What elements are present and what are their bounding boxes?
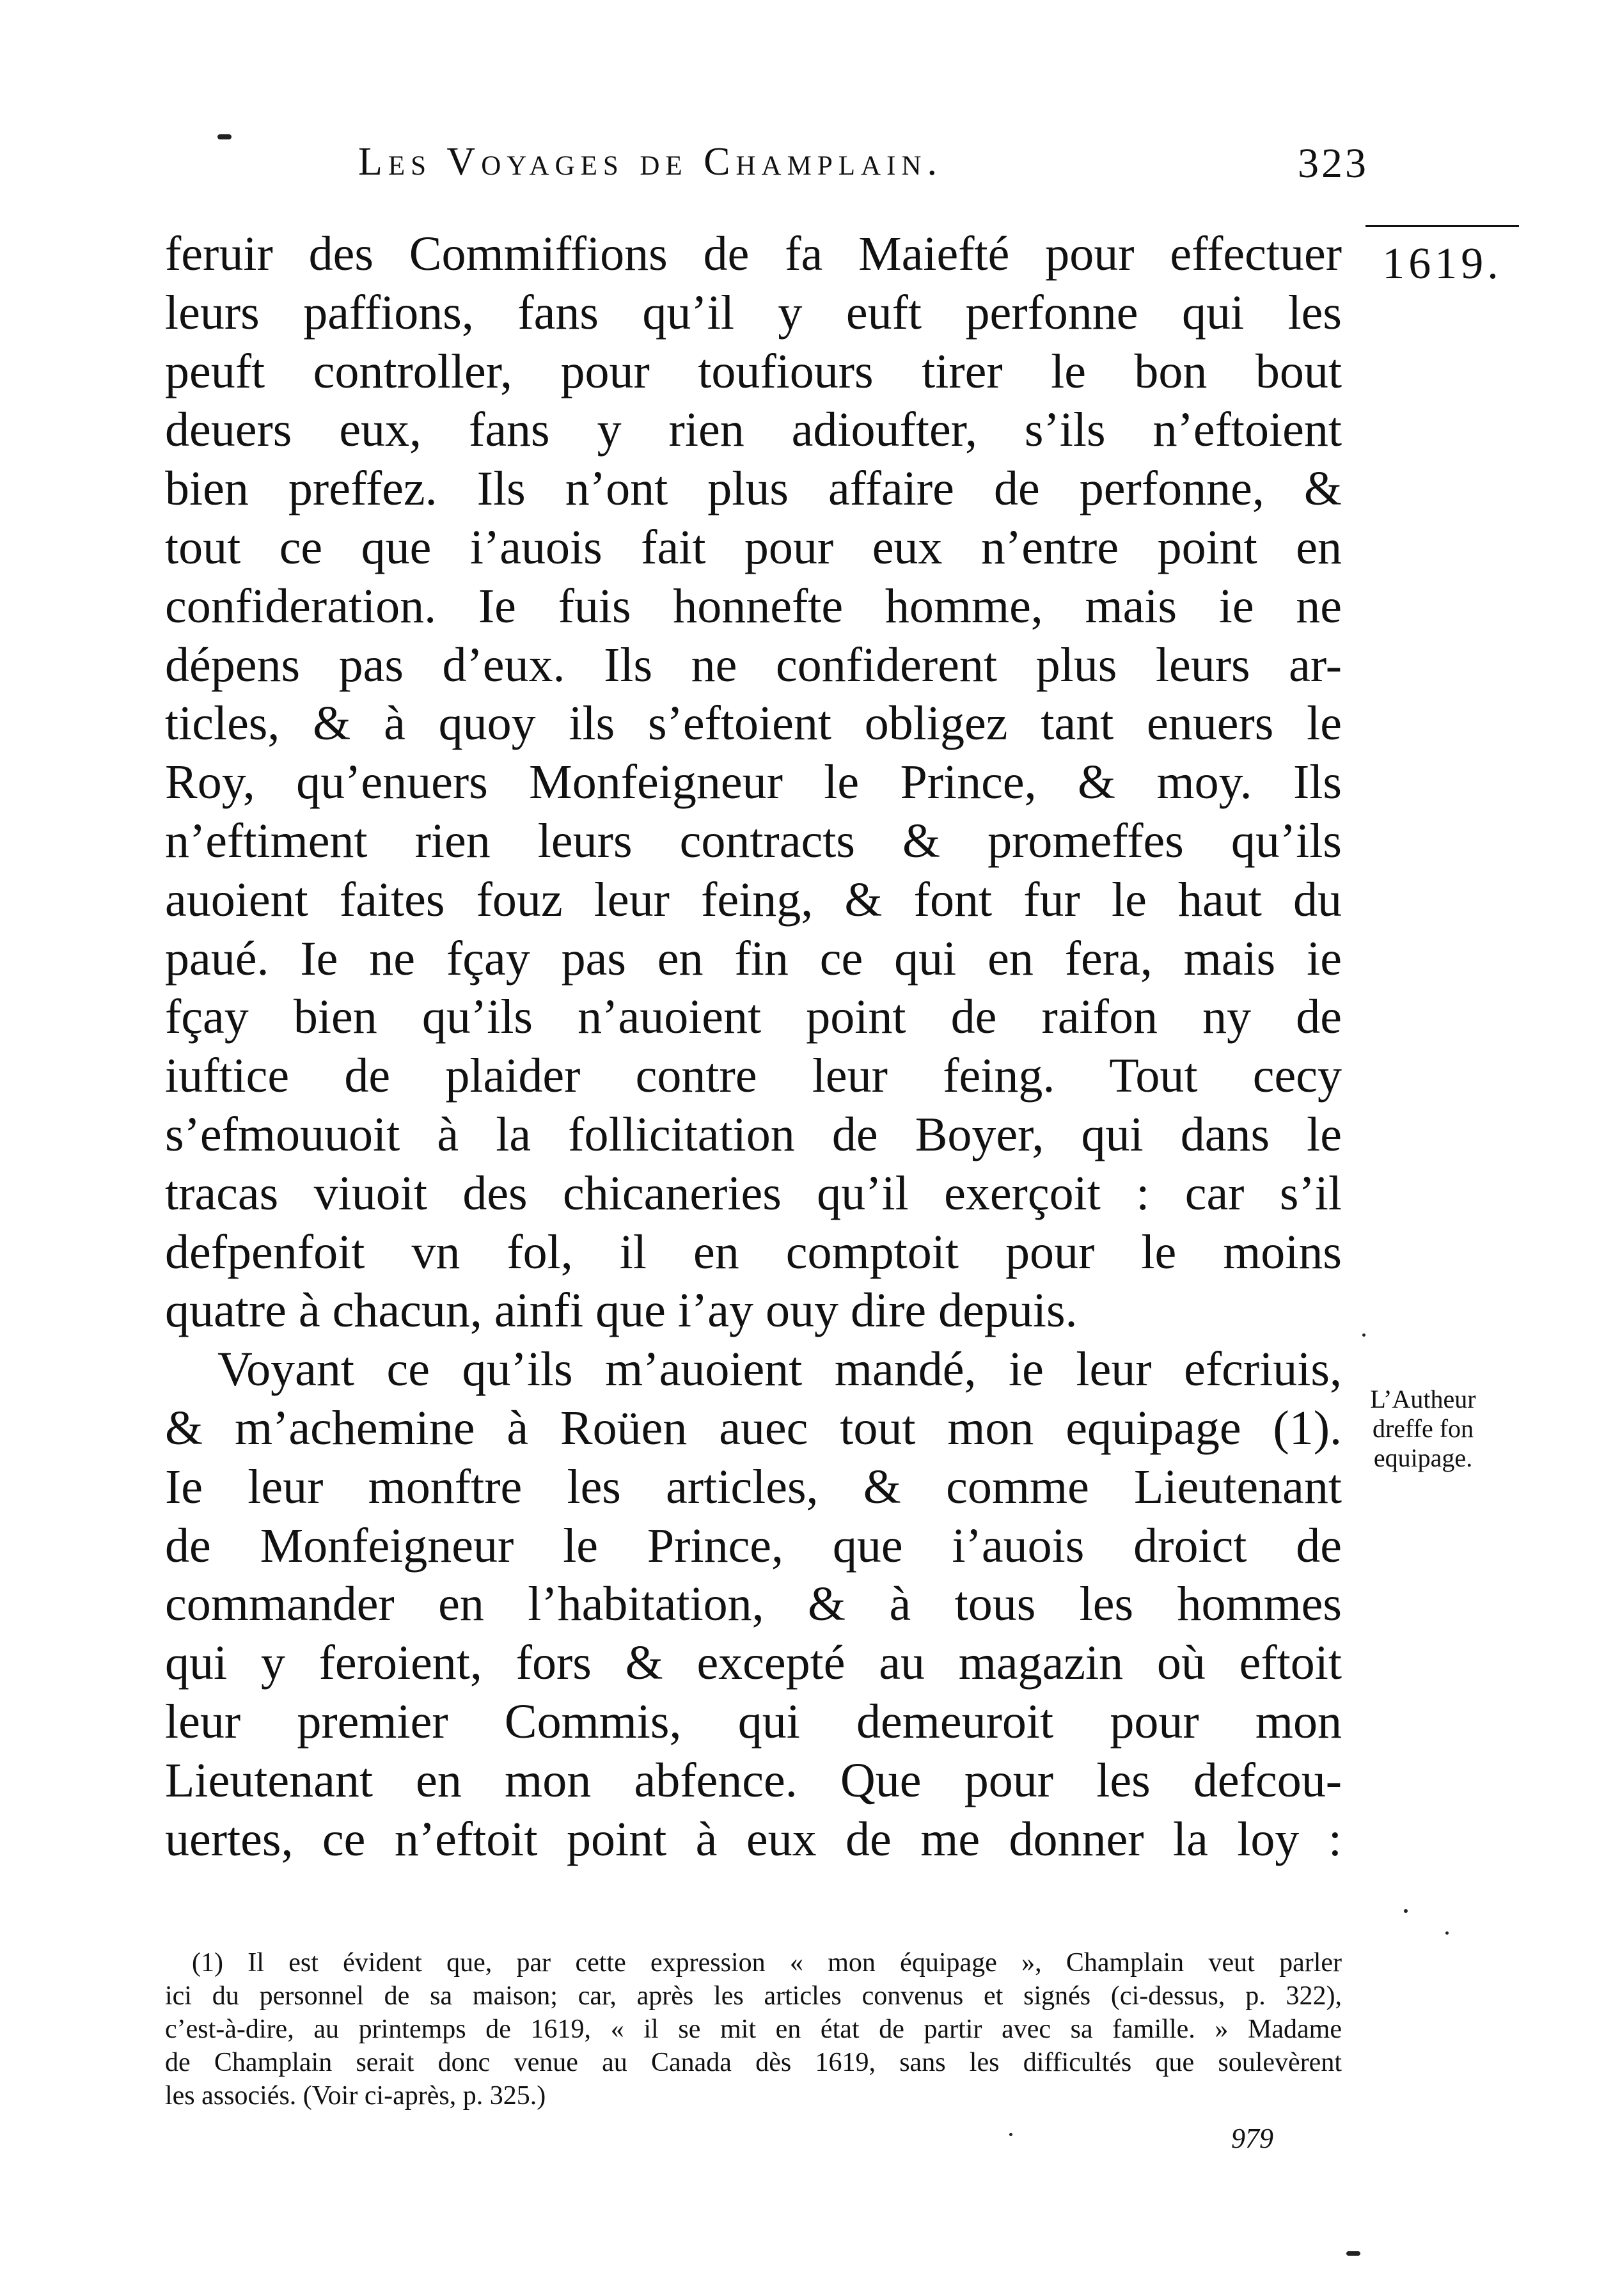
text-line: defpenfoit vn fol, il en comptoit pour le moins	[165, 1225, 1342, 1279]
text-line: commander en l’habitation, & à tous les hommes	[165, 1577, 1342, 1632]
text-line: confideration. Ie fuis honnefte homme, mais ie ne	[165, 579, 1342, 633]
text-line: de Monfeigneur le Prince, que i’auois droict de	[165, 1518, 1342, 1573]
page-number: 323	[1298, 140, 1369, 187]
ink-speck	[1346, 2251, 1360, 2256]
margin-note-line: dreffe fon	[1372, 1414, 1474, 1443]
footnote-line: les associés. (Voir ci-après, p. 325.)	[165, 2081, 546, 2111]
footnote-line: de Champlain serait donc venue au Canada dès 1619, sans les difficultés que soulevèrent	[165, 2048, 1342, 2077]
text-line: peuft controller, pour toufiours tirer le bon bout	[165, 344, 1342, 398]
text-line: Lieutenant en mon abfence. Que pour les defcou-	[165, 1753, 1342, 1807]
text-line: bien preffez. Ils n’ont plus affaire de perfonne, &	[165, 462, 1342, 516]
text-line: deuers eux, fans y rien adioufter, s’ils n’eftoient	[165, 403, 1342, 457]
text-line: paué. Ie ne fçay pas en fin ce qui en fera, mais ie	[165, 931, 1342, 986]
text-line: ticles, & à quoy ils s’eftoient obligez tant enuers le	[165, 696, 1342, 751]
ink-speck	[1404, 1909, 1408, 1913]
ink-speck	[1445, 1931, 1449, 1935]
running-header	[358, 139, 1369, 210]
text-line: feruir des Commiffions de fa Maiefté pour effectuer	[165, 227, 1342, 281]
margin-note	[1343, 1385, 1503, 1473]
text-line: leurs paffions, fans qu’il y euft perfonne qui les	[165, 285, 1342, 340]
running-title: Les Voyages de Champlain.	[358, 140, 943, 184]
text-line: tracas viuoit des chicaneries qu’il exerçoit : car s’il	[165, 1166, 1342, 1220]
footnote-line: ici du personnel de sa maison; car, après les articles convenus et signés (ci-dessus, p. 322),	[165, 1981, 1342, 2011]
margin-year: 1619.	[1365, 225, 1519, 290]
footnote-line: (1) Il est évident que, par cette expression « mon équipage », Champlain veut parler	[192, 1948, 1342, 1978]
text-line: Roy, qu’enuers Monfeigneur le Prince, & moy. Ils	[165, 755, 1342, 810]
footnote-line: c’est-à-dire, au printemps de 1619, « il se mit en état de partir avec sa famille. » Madame	[165, 2015, 1342, 2044]
text-line: Ie leur monftre les articles, & comme Lieutenant	[165, 1459, 1342, 1514]
margin-note-line: equipage.	[1373, 1443, 1473, 1472]
folio-number: 979	[1231, 2123, 1273, 2154]
footnote	[165, 1946, 1342, 2112]
text-line: dépens pas d’eux. Ils ne confiderent plus leurs ar-	[165, 638, 1342, 692]
text-line: s’efmouuoit à la follicitation de Boyer, qui dans le	[165, 1107, 1342, 1161]
text-line: & m’achemine à Roüen auec tout mon equipage (1).	[165, 1401, 1342, 1455]
text-line: fçay bien qu’ils n’auoient point de raifon ny de	[165, 990, 1342, 1044]
body-text	[165, 225, 1342, 1869]
ink-speck	[217, 134, 232, 139]
text-line: uertes, ce n’eftoit point à eux de me donner la loy :	[165, 1812, 1342, 1866]
margin-note-line: L’Autheur	[1370, 1385, 1476, 1413]
text-line: n’eftiment rien leurs contracts & promeffes qu’ils	[165, 814, 1342, 868]
text-line: auoient faites fouz leur feing, & font fur le haut du	[165, 872, 1342, 927]
text-line: leur premier Commis, qui demeuroit pour mon	[165, 1694, 1342, 1749]
ink-speck	[1362, 1333, 1365, 1337]
text-line: qui y feroient, fors & excepté au magazin où eftoit	[165, 1636, 1342, 1690]
text-line: iuftice de plaider contre leur feing. Tout cecy	[165, 1049, 1342, 1103]
text-line: Voyant ce qu’ils m’auoient mandé, ie leur efcriuis,	[217, 1342, 1342, 1397]
text-line: tout ce que i’auois fait pour eux n’entre point en	[165, 520, 1342, 574]
text-line: quatre à chacun, ainfi que i’ay ouy dire depuis.	[165, 1284, 1078, 1338]
ink-speck	[1009, 2133, 1012, 2136]
